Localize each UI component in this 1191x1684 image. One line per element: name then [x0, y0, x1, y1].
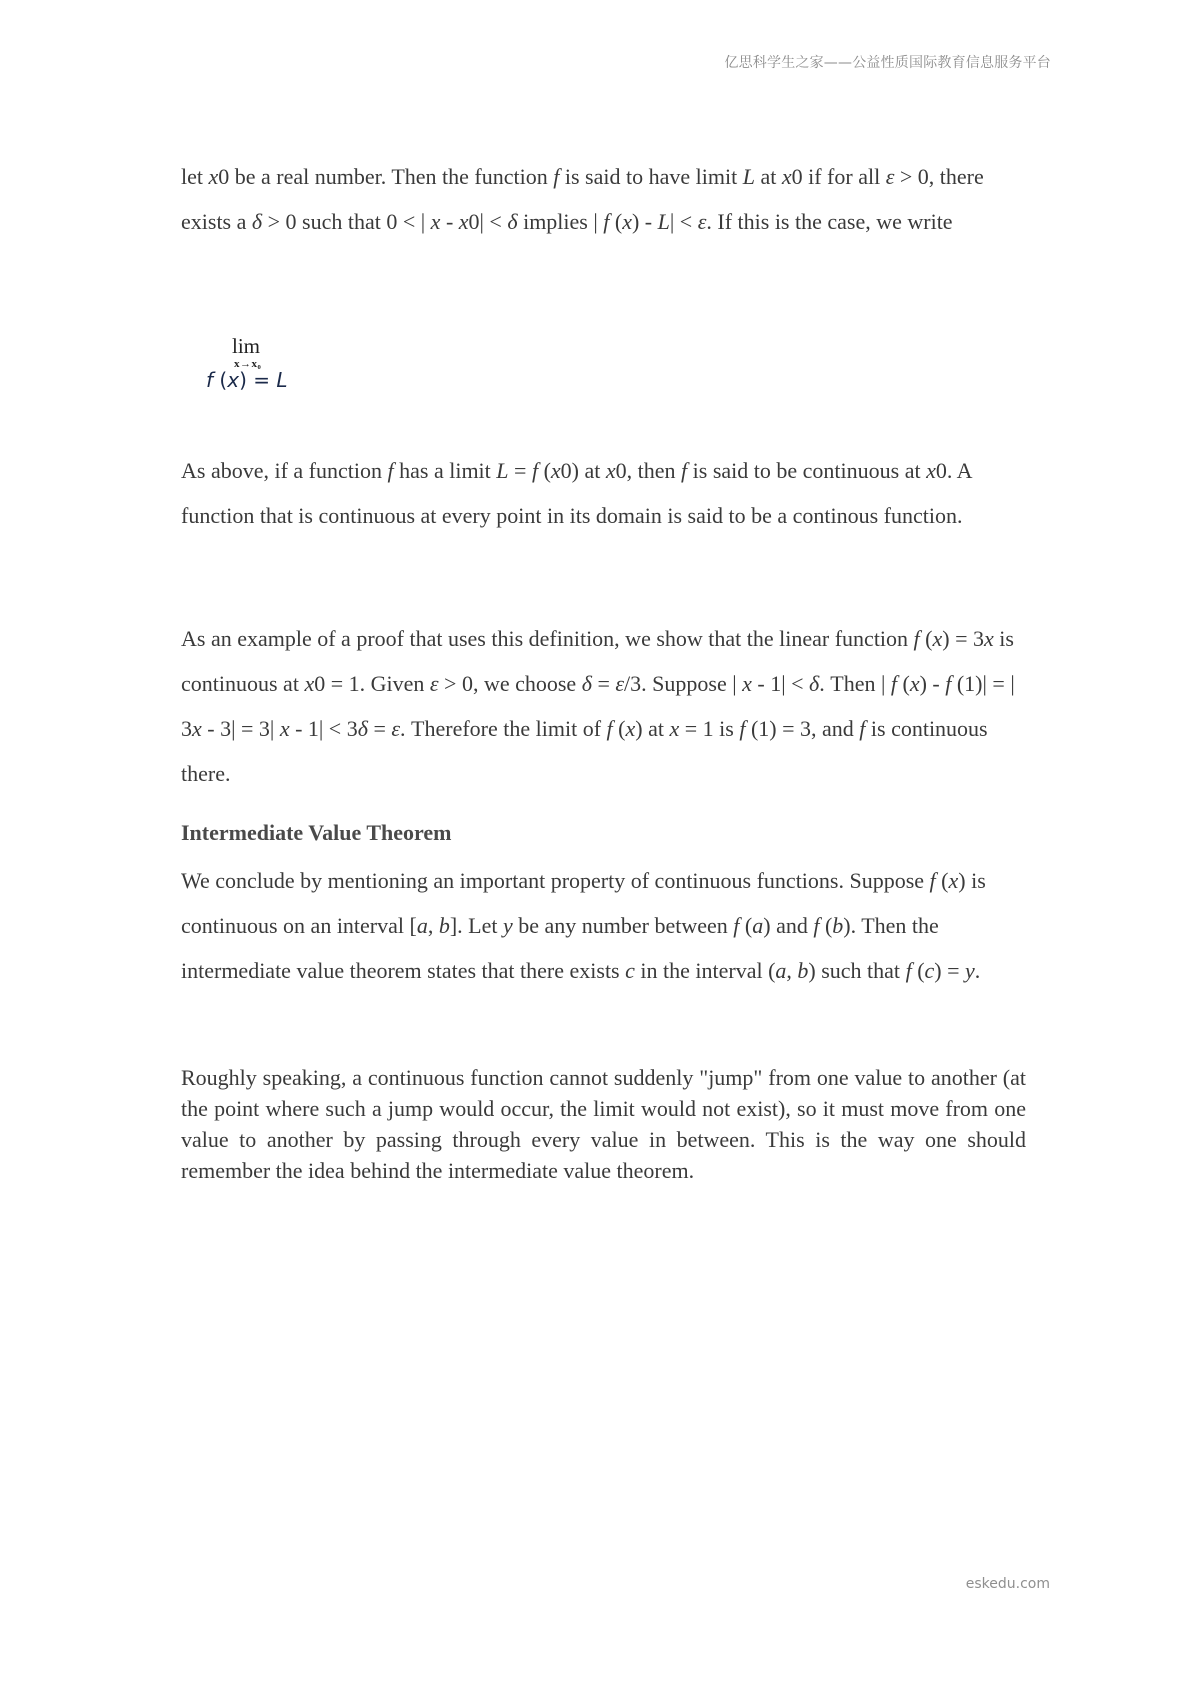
math-variable: ε	[885, 164, 895, 189]
text-run: ) =	[239, 368, 277, 392]
text-run: is continuous there.	[181, 716, 988, 786]
text-run: As above, if a function	[181, 458, 388, 483]
math-variable: δ	[581, 671, 592, 696]
text-run: ) is continuous on an interval [	[181, 868, 986, 938]
math-variable: f	[859, 716, 866, 741]
math-variable: L	[496, 458, 509, 483]
text-run: ,	[427, 913, 439, 938]
text-run: =	[591, 671, 616, 696]
math-variable: x	[984, 626, 994, 651]
text-run: (	[919, 626, 933, 651]
text-run: 0) at	[560, 458, 606, 483]
math-variable: c	[924, 958, 935, 983]
text-run: (	[935, 868, 949, 893]
math-variable: δ	[251, 209, 263, 234]
text-run: ) =	[934, 958, 966, 983]
text-run: . Therefore the limit of	[400, 716, 607, 741]
math-variable: x	[458, 209, 469, 234]
text-run: let	[181, 164, 209, 189]
text-run: 0, then	[615, 458, 682, 483]
math-variable: x	[208, 164, 219, 189]
site-header-text: 亿思科学生之家——公益性质国际教育信息服务平台	[724, 55, 1051, 71]
text-run: - 3| = 3|	[201, 716, 280, 741]
text-run: (1) = 3, and	[745, 716, 860, 741]
math-variable: x	[192, 716, 202, 741]
text-run: Roughly speaking, a continuous function cannot suddenly "jump" from one value to another (at the point where such a jump would occur, the limit would not exist), so it must move from one value to another by passing through every value in between. This is the way one should remember the idea behind the intermediate value theorem.	[181, 1065, 1026, 1183]
text-run: 0 be a real number. Then the function	[218, 164, 554, 189]
math-variable: f	[929, 868, 936, 893]
text-run: (	[213, 368, 228, 392]
paragraph-proof-example	[181, 616, 1026, 796]
math-variable: b	[832, 913, 844, 938]
text-run: ). Then the intermediate value theorem states that there exists	[181, 913, 939, 983]
text-run: 0. A function that is continuous at every point in its domain is said to be a continous function.	[181, 458, 972, 528]
math-variable: x	[550, 458, 561, 483]
text-run: ) and	[763, 913, 814, 938]
text-run: has a limit	[393, 458, 497, 483]
text-run: (	[896, 671, 910, 696]
math-variable: f	[206, 368, 214, 392]
math-variable: f	[531, 458, 539, 483]
math-variable: ε	[697, 209, 707, 234]
text-run: /3. Suppose |	[624, 671, 743, 696]
math-variable: δ	[809, 671, 820, 696]
math-variable: f	[913, 626, 920, 651]
formula-subscript: x→x₀	[234, 358, 262, 370]
math-variable: f	[553, 164, 560, 189]
math-variable: f	[733, 913, 740, 938]
math-variable: f	[739, 716, 746, 741]
math-variable: ε	[391, 716, 401, 741]
text-run: ,	[786, 958, 798, 983]
paragraph-ivt-statement	[181, 858, 1026, 993]
math-variable: x	[625, 716, 636, 741]
text-run: ) -	[919, 671, 946, 696]
math-variable: L	[276, 368, 288, 392]
text-run: We conclude by mentioning an important property of continuous functions. Suppose	[181, 868, 930, 893]
text-run: (	[612, 716, 626, 741]
text-run: ]. Let	[449, 913, 503, 938]
math-variable: f	[387, 458, 394, 483]
text-run: ) = 3	[942, 626, 984, 651]
formula-lim: lim	[232, 334, 261, 358]
text-run: implies |	[517, 209, 604, 234]
text-run: =	[367, 716, 392, 741]
section-heading: Intermediate Value Theorem	[181, 820, 452, 845]
math-variable: δ	[357, 716, 368, 741]
math-variable: x	[948, 868, 959, 893]
text-run: is said to have limit	[559, 164, 743, 189]
math-variable: f	[603, 209, 610, 234]
text-run: 0 if for all	[791, 164, 886, 189]
text-run: | <	[669, 209, 698, 234]
math-variable: a	[416, 913, 428, 938]
text-run: be any number between	[512, 913, 734, 938]
text-run: (	[538, 458, 551, 483]
text-run: (	[739, 913, 753, 938]
text-run: (	[609, 209, 623, 234]
paragraph-ivt-intuition	[181, 1062, 1026, 1186]
math-variable: x	[279, 716, 290, 741]
text-run: is continuous at	[181, 626, 1014, 696]
math-variable: L	[742, 164, 755, 189]
text-run: 0 = 1. Given	[314, 671, 430, 696]
text-run: in the interval (	[634, 958, 776, 983]
text-run: ) -	[631, 209, 658, 234]
math-variable: x	[781, 164, 792, 189]
math-variable: x	[622, 209, 632, 234]
math-variable: x	[304, 671, 315, 696]
text-run: (	[911, 958, 925, 983]
text-run: ) such that	[808, 958, 906, 983]
math-variable: y	[965, 958, 975, 983]
text-run: - 1| <	[751, 671, 810, 696]
math-variable: f	[905, 958, 912, 983]
math-variable: L	[657, 209, 670, 234]
math-variable: b	[438, 913, 450, 938]
math-variable: x	[909, 671, 920, 696]
math-variable: y	[503, 913, 513, 938]
math-variable: f	[681, 458, 688, 483]
text-run: -	[440, 209, 459, 234]
limit-formula-image	[204, 334, 294, 404]
math-variable: δ	[507, 209, 518, 234]
text-run: .	[974, 958, 981, 983]
text-run: . Then |	[819, 671, 891, 696]
math-variable: x	[430, 209, 441, 234]
math-variable: a	[752, 913, 764, 938]
text-run: > 0 such that 0 < |	[262, 209, 431, 234]
text-run: (	[819, 913, 833, 938]
math-variable: a	[775, 958, 787, 983]
text-run: . If this is the case, we write	[706, 209, 953, 234]
paragraph-continuity-definition	[181, 448, 1026, 538]
math-variable: f	[890, 671, 897, 696]
math-variable: ε	[429, 671, 439, 696]
paragraph-limit-definition	[181, 154, 1026, 244]
text-run: is said to be continuous at	[687, 458, 927, 483]
text-run: =	[508, 458, 532, 483]
math-variable: x	[932, 626, 943, 651]
math-variable: b	[797, 958, 809, 983]
text-run: = 1 is	[679, 716, 740, 741]
site-footer-text: eskedu.com	[965, 1576, 1050, 1592]
math-variable: x	[227, 368, 240, 392]
text-run: - 1| < 3	[289, 716, 358, 741]
math-variable: ε	[615, 671, 625, 696]
text-run: 0| <	[468, 209, 508, 234]
math-variable: x	[669, 716, 680, 741]
math-variable: f	[945, 671, 952, 696]
math-variable: x	[605, 458, 616, 483]
text-run: ) at	[635, 716, 670, 741]
text-run: > 0, there exists a	[181, 164, 984, 234]
math-variable: x	[742, 671, 752, 696]
text-run: > 0, we choose	[438, 671, 582, 696]
text-run: at	[754, 164, 782, 189]
math-variable: x	[926, 458, 936, 483]
math-variable: f	[606, 716, 613, 741]
math-variable: c	[625, 958, 635, 983]
formula-expression	[206, 368, 288, 392]
text-run: As an example of a proof that uses this definition, we show that the linear function	[181, 626, 914, 651]
math-variable: f	[813, 913, 820, 938]
text-run: (1)| = | 3	[181, 671, 1015, 741]
